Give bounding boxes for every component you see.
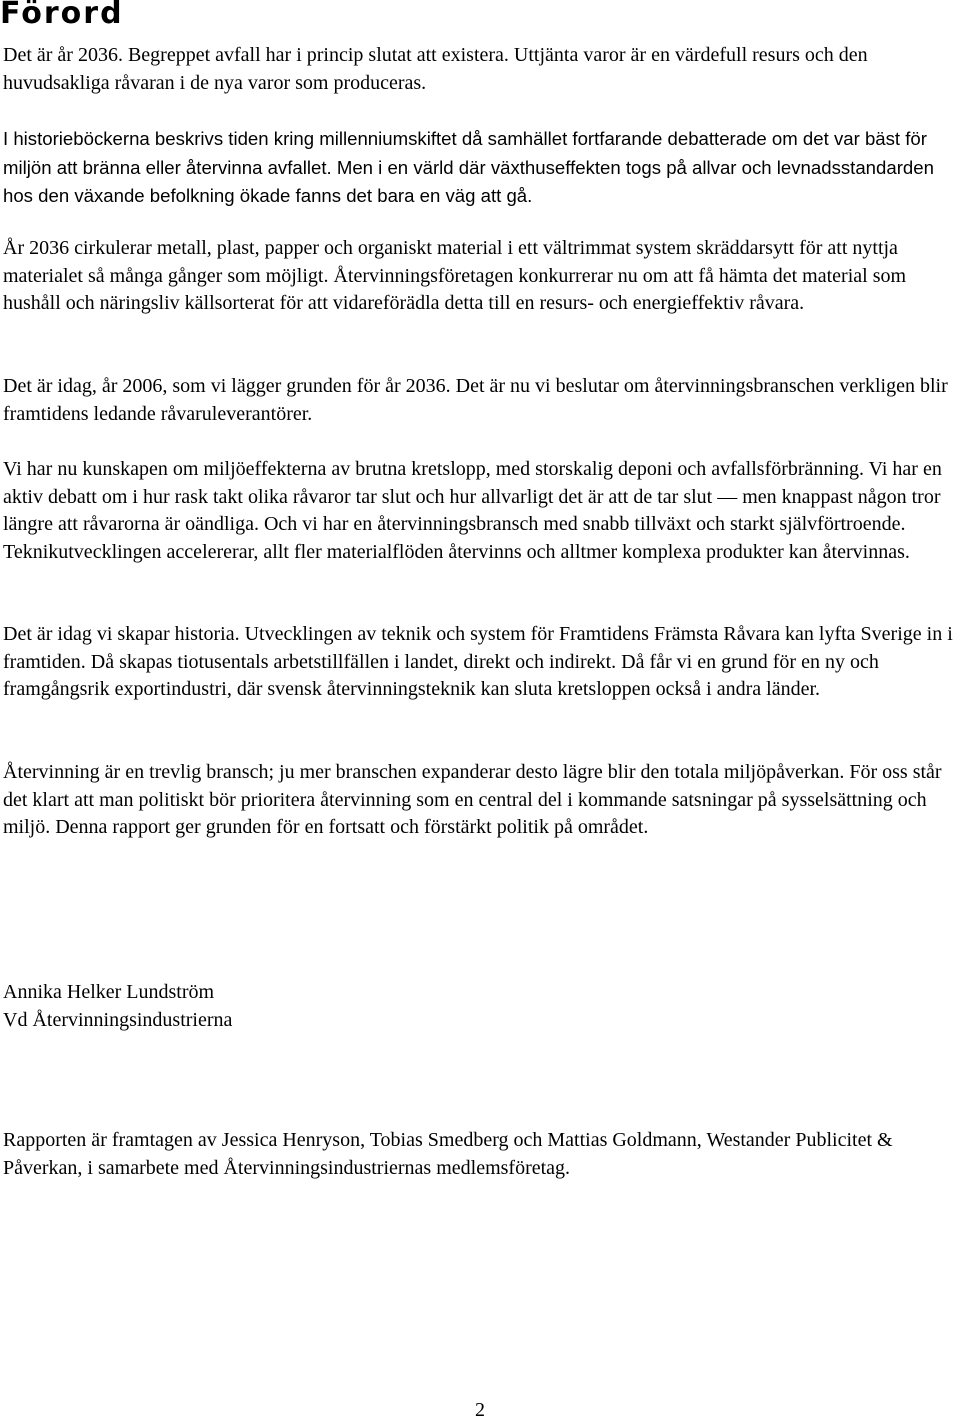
- page-title: Förord: [0, 0, 124, 31]
- paragraph-6-text: Det är idag vi skapar historia. Utvecklingen av teknik och system för Framtidens Främsta Råvara kan lyfta Sverige in i framtiden. Då skapas tiotusentals arbetstillfällen i landet, direkt och indirekt. Då får vi en grund för en ny och framgångsrik exportindustri, där svensk återvinningsteknik kan sluta kretsloppen också i andra länder.: [3, 623, 953, 701]
- page-number: 2: [475, 1399, 485, 1421]
- paragraph-6: [3, 621, 958, 704]
- paragraph-2-text: I historieböckerna beskrivs tiden kring millenniumskiftet då samhället fortfarande debatterade om det var bäst för miljön att bränna eller återvinna avfallet. Men i en värld där växthuseffekten togs på allvar och levnadsstandarden hos den växande befolkning ökade fanns det bara en väg att gå.: [3, 128, 934, 207]
- paragraph-5-text: Vi har nu kunskapen om miljöeffekterna av brutna kretslopp, med storskalig deponi och avfallsförbränning. Vi har en aktiv debatt om i hur rask takt olika råvaror tar slut och hur allvarligt det är att de tar slut — men knappast någon tror längre att råvarorna är oändliga. Och vi har en återvinningsbransch med snabb tillväxt och starkt självförtroende. Teknikutvecklingen accelererar, allt fler materialflöden återvinns och alltmer komplexa produkter kan återvinnas.: [3, 458, 942, 563]
- paragraph-2: [3, 125, 958, 211]
- credits-paragraph: Rapporten är framtagen av Jessica Henryson, Tobias Smedberg och Mattias Goldmann, Westander Publicitet & Påverkan, i samarbete med Återvinningsindustriernas medlemsföretag.: [3, 1129, 893, 1179]
- paragraph-1: [3, 42, 958, 97]
- signature-name: Annika Helker Lundström: [3, 981, 215, 1003]
- paragraph-3: [3, 235, 958, 318]
- paragraph-4-text: Det är idag, år 2006, som vi lägger grunden för år 2036. Det är nu vi beslutar om återvinningsbranschen verkligen blir framtidens ledande råvaruleverantörer.: [3, 375, 948, 425]
- paragraph-3-text: År 2036 cirkulerar metall, plast, papper och organiskt material i ett vältrimmat system skräddarsytt för att nyttja materialet så många gånger som möjligt. Återvinningsföretagen konkurrerar nu om att få hämta det material som hushåll och näringsliv källsorterat för att vidareförädla detta till en resurs- och energieffektiv råvara.: [3, 237, 907, 315]
- signature: [3, 979, 958, 1034]
- paragraph-1-text: Det är år 2036. Begreppet avfall har i princip slutat att existera. Uttjänta varor är en värdefull resurs och den huvudsakliga råvaran i de nya varor som produceras.: [3, 44, 868, 94]
- paragraph-7-text: Återvinning är en trevlig bransch; ju mer branschen expanderar desto lägre blir den totala miljöpåverkan. För oss står det klart att man politiskt bör prioritera återvinning som en central del i kommande satsningar på sysselsättning och miljö. Denna rapport ger grunden för en fortsatt och förstärkt politik på området.: [3, 761, 942, 839]
- paragraph-4: [3, 373, 958, 428]
- signature-role: Vd Återvinningsindustrierna: [3, 1008, 233, 1031]
- paragraph-5: [3, 456, 958, 566]
- paragraph-7: [3, 759, 958, 842]
